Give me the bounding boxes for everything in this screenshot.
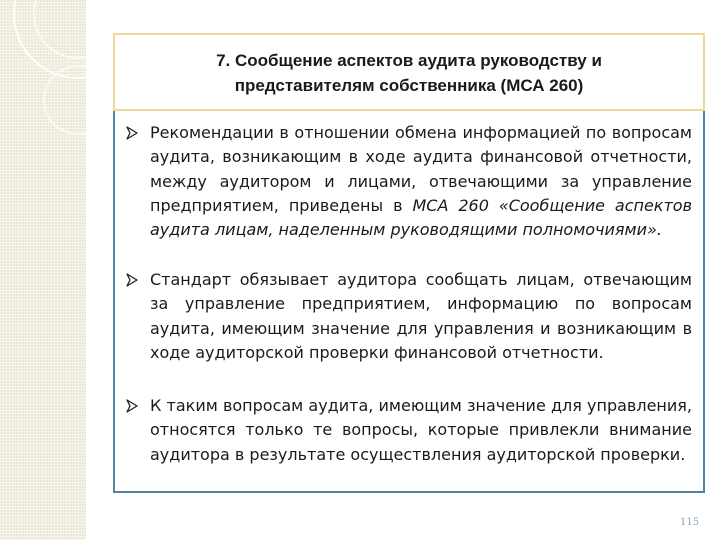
decorative-side-strip <box>0 0 86 540</box>
bullet-text <box>150 121 692 242</box>
bullet-text: Стандарт обязывает аудитора сообщать лицам, отвечающим за управление предприятием, информацию по вопросам аудита, имеющим значение для управления и возникающим в ходе аудиторской проверки финансовой отчетности. <box>150 270 692 362</box>
slide-title-box <box>113 33 705 111</box>
slide-title: 7. Сообщение аспектов аудита руководству и представителям собственника (МСА 260) <box>216 51 602 95</box>
arrowhead-bullet-icon <box>125 395 139 417</box>
arrowhead-bullet-icon <box>125 269 139 291</box>
bullet-text-italic: МСА 260 «Сообщение аспектов аудита лицам, наделенным руководящими полномочиями». <box>150 195 693 240</box>
bullet-text-regular: Рекомендации в отношении обмена информацией по вопросам аудита, возникающим в ходе аудита финансовой отчетности, между аудитором и лицами, отвечающими за управление предприятием, приведены в <box>150 123 692 215</box>
page-number: 115 <box>680 517 700 528</box>
bullet-text: К таким вопросам аудита, имеющим значение для управления, относятся только те вопросы, которые привлекли внимание аудитора в результате осуществления аудиторской проверки. <box>150 396 692 464</box>
slide-content-box <box>113 111 705 493</box>
arrowhead-bullet-icon <box>125 122 139 144</box>
decorative-circles-icon <box>0 0 86 540</box>
